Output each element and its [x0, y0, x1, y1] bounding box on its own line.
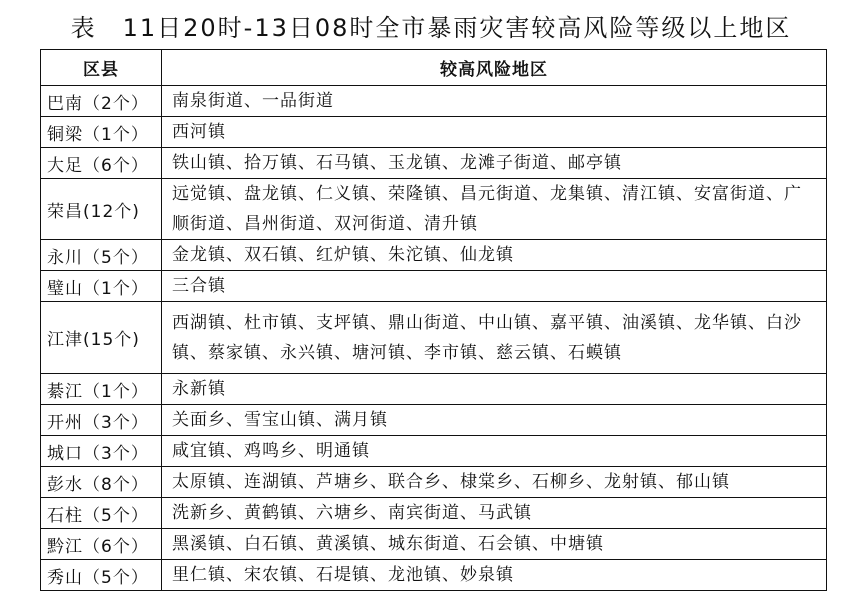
- risk-table: [40, 49, 827, 591]
- table-row: [41, 374, 827, 405]
- district-cell: 秀山（5个）: [41, 560, 162, 591]
- title-text: 11日20时-13日08时全市暴雨灾害较高风险等级以上地区: [122, 14, 792, 42]
- document-title: [0, 8, 862, 43]
- district-cell: 大足（6个）: [41, 148, 162, 179]
- district-cell: 开州（3个）: [41, 405, 162, 436]
- table-row: [41, 560, 827, 591]
- district-cell: 城口（3个）: [41, 436, 162, 467]
- table-row: [41, 405, 827, 436]
- table-row: [41, 86, 827, 117]
- district-cell: 巴南（2个）: [41, 86, 162, 117]
- areas-cell: 永新镇: [162, 374, 827, 405]
- areas-cell: 咸宜镇、鸡鸣乡、明通镇: [162, 436, 827, 467]
- areas-cell: 远觉镇、盘龙镇、仁义镇、荣隆镇、昌元街道、龙集镇、清江镇、安富街道、广顺街道、昌州街道、双河街道、清升镇: [162, 179, 827, 240]
- district-cell: 荣昌(12个): [41, 179, 162, 240]
- areas-cell: 关面乡、雪宝山镇、满月镇: [162, 405, 827, 436]
- district-cell: 铜梁（1个）: [41, 117, 162, 148]
- table-row: [41, 467, 827, 498]
- header-district: 区县: [41, 50, 162, 86]
- table-row: [41, 271, 827, 302]
- areas-cell: 南泉街道、一品街道: [162, 86, 827, 117]
- areas-cell: 三合镇: [162, 271, 827, 302]
- areas-cell: 黑溪镇、白石镇、黄溪镇、城东街道、石会镇、中塘镇: [162, 529, 827, 560]
- district-cell: 綦江（1个）: [41, 374, 162, 405]
- table-row: [41, 498, 827, 529]
- district-cell: 永川（5个）: [41, 240, 162, 271]
- table-row: [41, 117, 827, 148]
- header-areas: 较高风险地区: [162, 50, 827, 86]
- title-prefix: 表: [70, 14, 97, 42]
- areas-cell: 里仁镇、宋农镇、石堤镇、龙池镇、妙泉镇: [162, 560, 827, 591]
- areas-cell: 金龙镇、双石镇、红炉镇、朱沱镇、仙龙镇: [162, 240, 827, 271]
- areas-cell: 西湖镇、杜市镇、支坪镇、鼎山街道、中山镇、嘉平镇、油溪镇、龙华镇、白沙镇、蔡家镇、永兴镇、塘河镇、李市镇、慈云镇、石蟆镇: [162, 302, 827, 374]
- areas-cell: 铁山镇、拾万镇、石马镇、玉龙镇、龙滩子街道、邮亭镇: [162, 148, 827, 179]
- table-row: [41, 436, 827, 467]
- table-row: [41, 302, 827, 374]
- district-cell: 黔江（6个）: [41, 529, 162, 560]
- table-header-row: [41, 50, 827, 86]
- district-cell: 石柱（5个）: [41, 498, 162, 529]
- areas-cell: 太原镇、连湖镇、芦塘乡、联合乡、棣棠乡、石柳乡、龙射镇、郁山镇: [162, 467, 827, 498]
- areas-cell: 西河镇: [162, 117, 827, 148]
- table-row: [41, 529, 827, 560]
- district-cell: 彭水（8个）: [41, 467, 162, 498]
- table-row: [41, 148, 827, 179]
- district-cell: 璧山（1个）: [41, 271, 162, 302]
- table-row: [41, 240, 827, 271]
- areas-cell: 洗新乡、黄鹤镇、六塘乡、南宾街道、马武镇: [162, 498, 827, 529]
- district-cell: 江津(15个): [41, 302, 162, 374]
- table-row: [41, 179, 827, 240]
